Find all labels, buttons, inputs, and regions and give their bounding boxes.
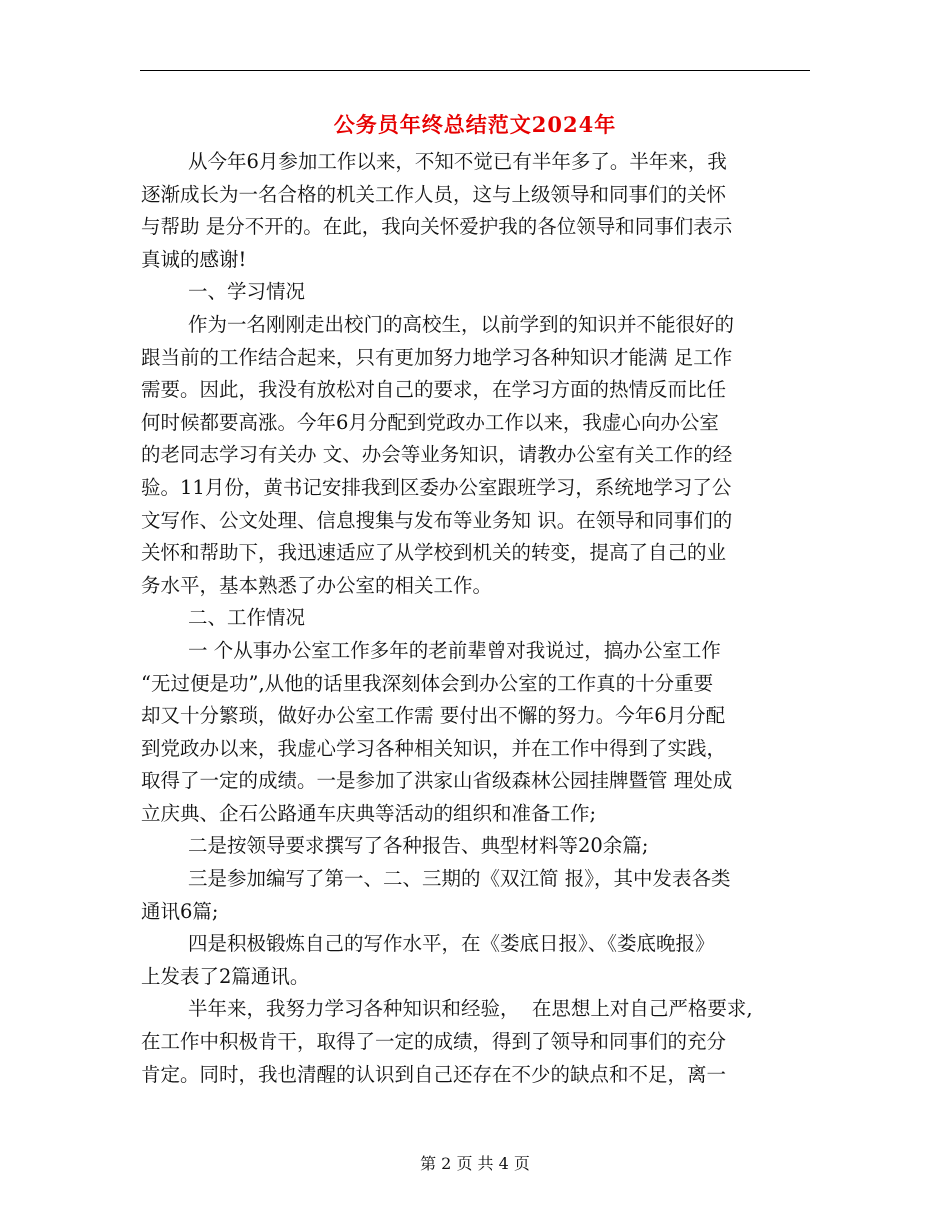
body-line-14: 务水平，基本熟悉了办公室的相关工作。 <box>141 573 493 597</box>
document-body <box>141 146 817 1091</box>
body-line-7: 跟当前的工作结合起来，只有更加努力地学习各种知识才能满 足工作 <box>141 345 733 369</box>
body-line-6: 作为一名刚刚走出校门的高校生，以前学到的知识并不能很好的 <box>188 312 735 336</box>
body-line-16: 一 个从事办公室工作多年的老前辈曾对我说过，搞办公室工作 <box>188 638 721 662</box>
body-line-24: 通讯6篇; <box>141 899 219 923</box>
body-line-1: 从今年6月参加工作以来，不知不觉已有半年多了。半年来，我 <box>188 150 727 173</box>
body-line-22: 二是按领导要求撰写了各种报告、典型材料等20余篇; <box>188 834 649 858</box>
body-line-8: 需要。因此，我没有放松对自己的要求，在学习方面的热情反而比任 <box>141 378 727 402</box>
section-heading-study: 一、学习情况 <box>188 280 306 304</box>
body-line-2: 逐渐成长为一名合格的机关工作人员，这与上级领导和同事们的关怀 <box>141 182 727 206</box>
body-line-25: 四是积极锻炼自己的写作水平，在《娄底日报》、《娄底晚报》 <box>188 932 715 956</box>
body-line-29: 肯定。同时，我也清醒的认识到自己还存在不少的缺点和不足，离一 <box>141 1062 727 1086</box>
body-line-23: 三是参加编写了第一、二、三期的《双江简 报》，其中发表各类 <box>188 867 731 891</box>
body-line-10: 的老同志学习有关办 文、办会等业务知识，请教办公室有关工作的经 <box>141 443 733 467</box>
body-line-18: 却又十分繁琐，做好办公室工作需 要付出不懈的努力。今年6月分配 <box>141 704 726 728</box>
page-number-footer: 第 2 页 共 4 页 <box>420 1154 530 1173</box>
body-line-19: 到党政办以来，我虚心学习各种相关知识，并在工作中得到了实践， <box>141 736 727 760</box>
body-line-11: 验。11月份，黄书记安排我到区委办公室跟班学习，系统地学习了公 <box>141 475 732 499</box>
body-line-21: 立庆典、企石公路通车庆典等活动的组织和准备工作; <box>141 801 597 825</box>
body-line-12: 文写作、公文处理、信息搜集与发布等业务知 识。在领导和同事们的 <box>141 508 733 532</box>
body-line-26: 上发表了2篇通讯。 <box>141 964 310 988</box>
body-line-9: 何时候都要高涨。今年6月分配到党政办工作以来，我虚心向办公室 <box>141 410 719 434</box>
body-line-4: 真诚的感谢! <box>141 247 247 271</box>
body-line-3: 与帮助 是分不开的。在此，我向关怀爱护我的各位领导和同事们表示 <box>141 215 733 239</box>
body-line-17: “无过便是功”,从他的话里我深刻体会到办公室的工作真的十分重要 <box>141 671 714 695</box>
section-heading-work: 二、工作情况 <box>188 606 306 630</box>
document-title: 公务员年终总结范文2024年 <box>333 112 617 137</box>
body-line-28: 在工作中积极肯干，取得了一定的成绩，得到了领导和同事们的充分 <box>141 1030 727 1054</box>
body-line-27: 半年来，我努力学习各种知识和经验， 在思想上对自己严格要求, <box>188 997 753 1021</box>
body-line-20: 取得了一定的成绩。一是参加了洪家山省级森林公园挂牌暨管 理处成 <box>141 769 733 793</box>
header-rule <box>140 70 810 71</box>
body-line-13: 关怀和帮助下，我迅速适应了从学校到机关的转变，提高了自己的业 <box>141 541 727 565</box>
